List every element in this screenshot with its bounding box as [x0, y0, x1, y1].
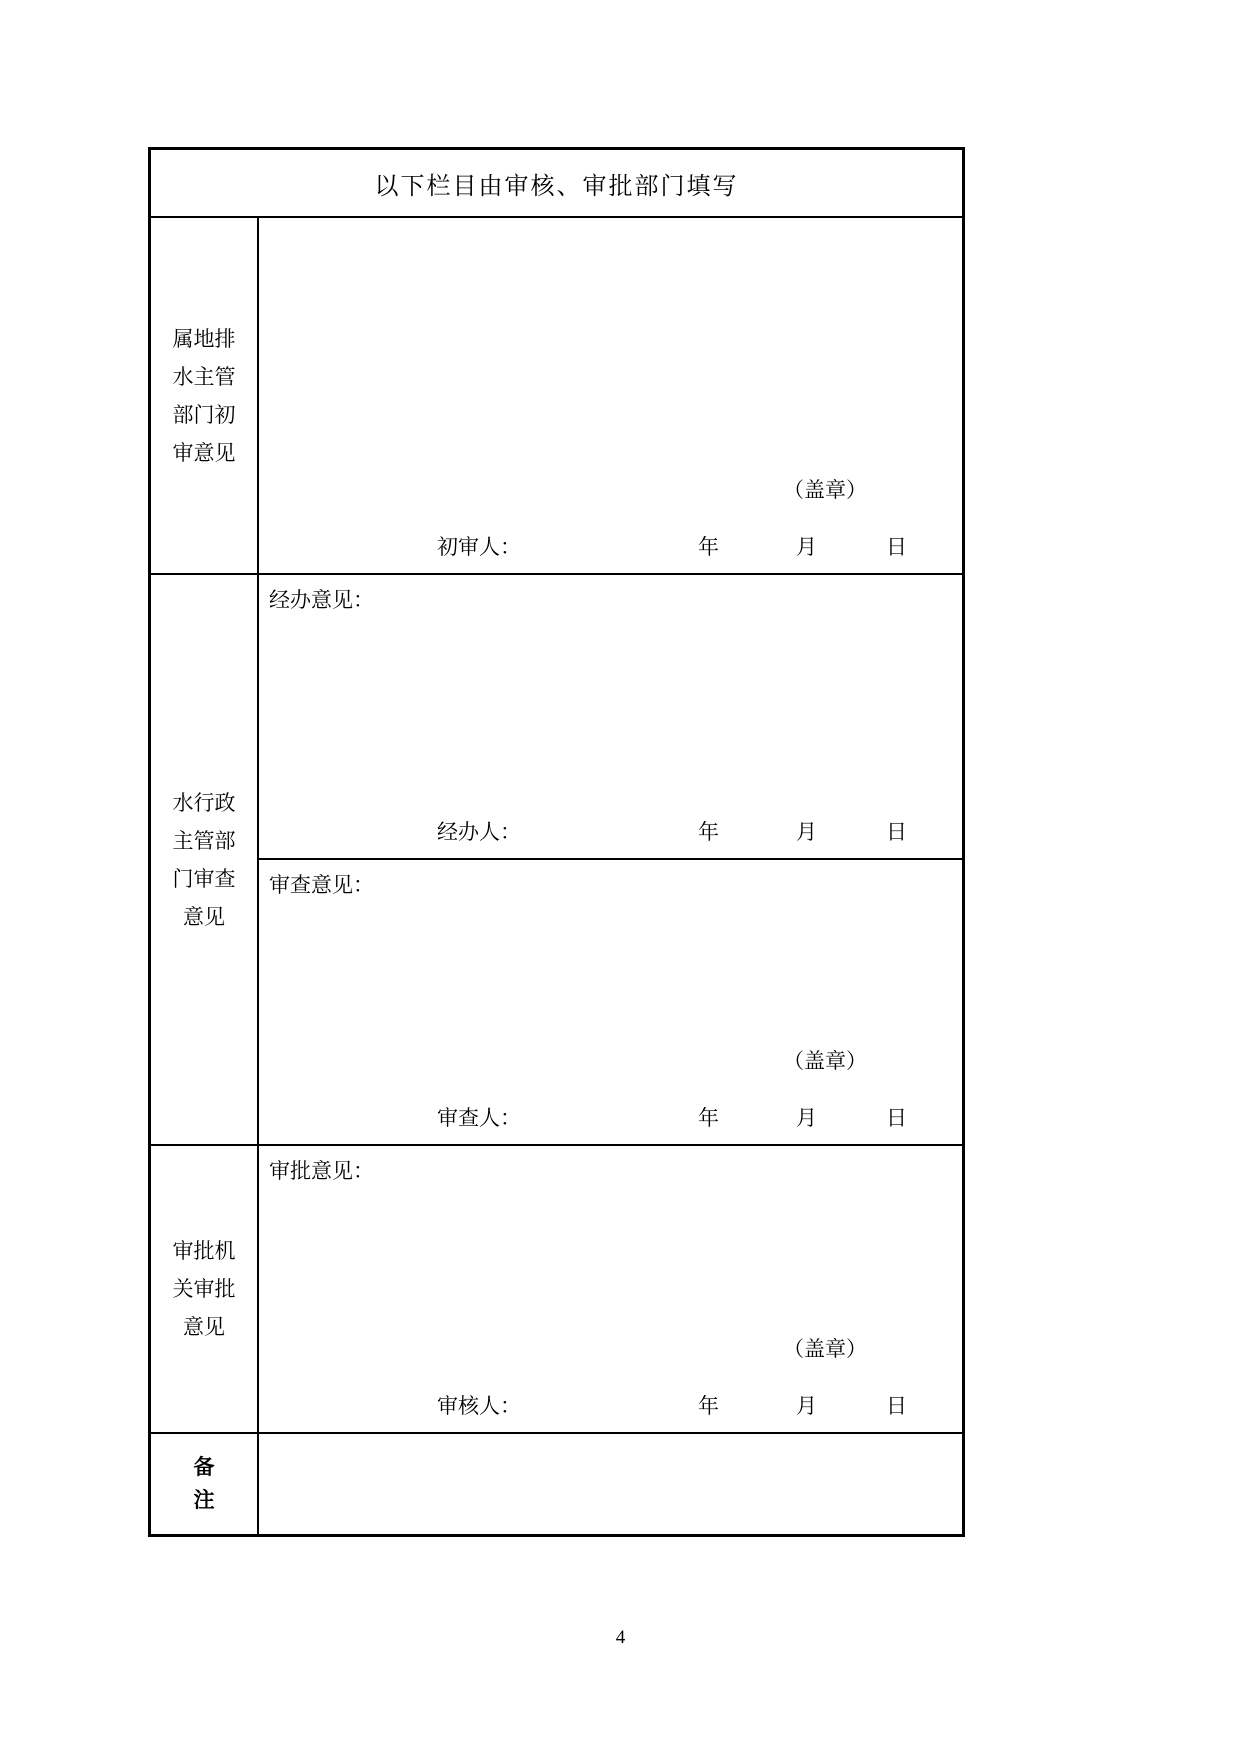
label-line: 意见: [183, 1315, 225, 1339]
signer-label: 经办人：: [437, 820, 521, 844]
row-remarks-label: [151, 1434, 259, 1534]
opinion-write-area: [259, 614, 962, 816]
signer-label: 初审人：: [437, 535, 521, 559]
section-header: 审批意见：: [269, 1159, 374, 1183]
remarks-write-area: [259, 1434, 962, 1534]
row-approval-authority-label: [151, 1146, 259, 1432]
label-line: 水行政: [172, 790, 236, 815]
label-line: 主管部: [172, 828, 236, 853]
label-line: 审批机: [172, 1239, 236, 1263]
signer-label: 审查人：: [437, 1106, 521, 1130]
date-day-label: 日: [886, 1394, 907, 1418]
table-header-title: 以下栏目由审核、审批部门填写: [151, 150, 962, 218]
row-initial-review-label: [151, 218, 259, 573]
date-day-label: 日: [886, 820, 907, 844]
approval-opinion-section: [259, 1146, 962, 1432]
section-header: 经办意见：: [269, 588, 374, 612]
row-remarks: [151, 1434, 962, 1534]
label-line: 水主管: [172, 364, 236, 389]
row-approval-authority: [151, 1146, 962, 1434]
row-water-admin-review: [151, 575, 962, 1146]
date-day-label: 日: [886, 535, 907, 559]
signature-line: [259, 1390, 962, 1420]
signature-line: [259, 531, 962, 561]
row-water-admin-review-label: [151, 575, 259, 1144]
handling-opinion-section: [259, 575, 962, 858]
opinion-write-area: [259, 218, 962, 474]
label-line: 部门初: [172, 402, 236, 427]
stamp-label: （盖章）: [783, 478, 867, 502]
section-header: 审查意见：: [269, 873, 374, 897]
date-month-label: 月: [796, 1394, 817, 1418]
stamp-label: （盖章）: [783, 1337, 867, 1361]
label-line: 关审批: [172, 1277, 236, 1301]
stamp-label: （盖章）: [783, 1049, 867, 1073]
date-month-label: 月: [796, 1106, 817, 1130]
date-year-label: 年: [698, 820, 719, 844]
row-remarks-content: [259, 1434, 962, 1534]
date-month-label: 月: [796, 820, 817, 844]
opinion-write-area: [259, 1185, 962, 1333]
signer-label: 审核人：: [437, 1394, 521, 1418]
opinion-write-area: [259, 899, 962, 1045]
date-day-label: 日: [886, 1106, 907, 1130]
row-approval-authority-content: [259, 1146, 962, 1432]
label-line: 属地排: [172, 326, 236, 351]
label-line: 审意见: [172, 440, 236, 465]
label-line: 备: [193, 1455, 215, 1479]
date-month-label: 月: [796, 535, 817, 559]
label-line: 门审查: [172, 866, 236, 891]
label-line: 注: [193, 1488, 215, 1512]
approval-form-table: [148, 147, 965, 1537]
page-number: 4: [615, 1627, 626, 1648]
signature-line: [259, 1102, 962, 1132]
label-line: 意见: [183, 904, 225, 929]
row-initial-review: [151, 218, 962, 575]
date-year-label: 年: [698, 535, 719, 559]
signature-line: [259, 816, 962, 846]
initial-review-section: [259, 218, 962, 573]
remarks-section: [259, 1434, 962, 1534]
date-year-label: 年: [698, 1394, 719, 1418]
examination-opinion-section: [259, 858, 962, 1144]
row-initial-review-content: [259, 218, 962, 573]
date-year-label: 年: [698, 1106, 719, 1130]
row-water-admin-review-content: [259, 575, 962, 1144]
